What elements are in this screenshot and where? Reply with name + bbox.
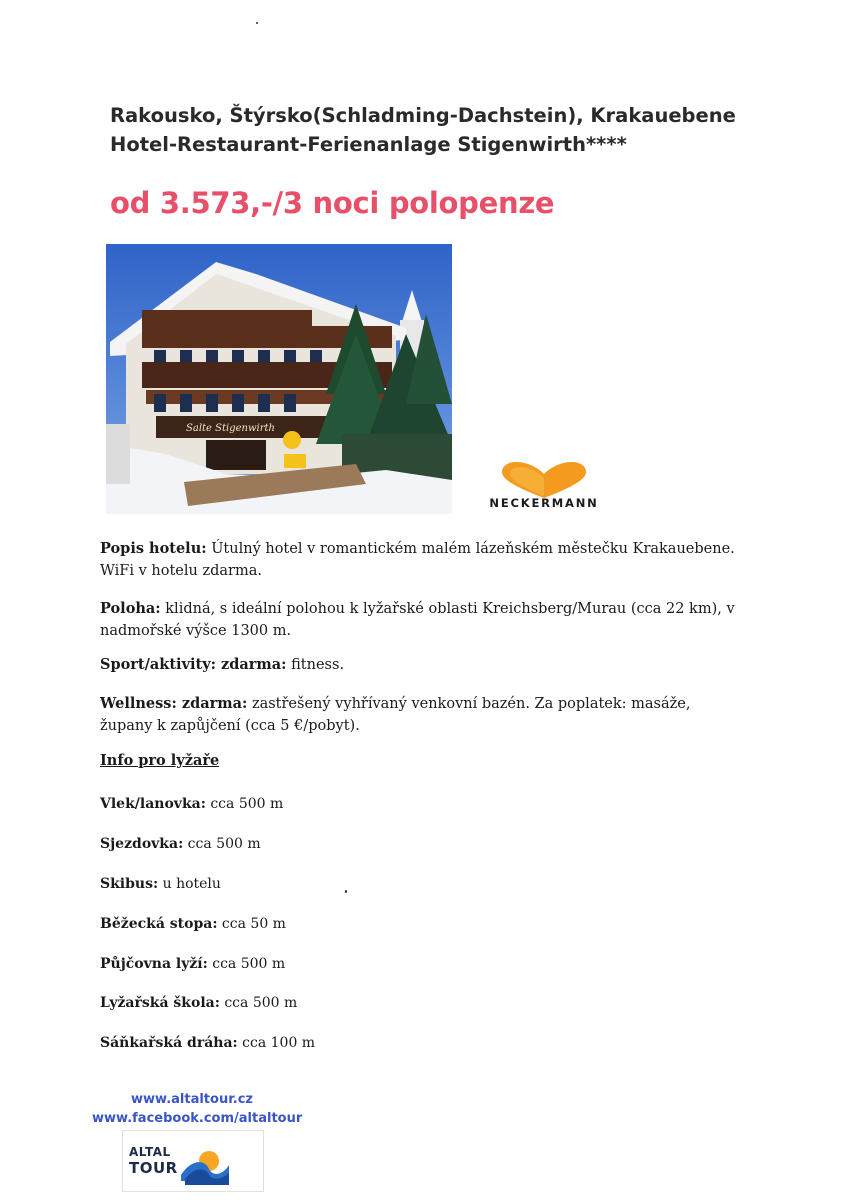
ski-row-label: Sjezdovka: [100, 836, 184, 852]
neckermann-logo [468, 462, 620, 518]
hotel-name: Hotel-Restaurant-Ferienanlage Stigenwirth**** [110, 133, 627, 156]
section-wellness [100, 693, 740, 737]
ski-row-label: Lyžařská škola: [100, 995, 220, 1011]
ski-row-value: cca 500 m [219, 995, 298, 1011]
section-description [100, 538, 740, 582]
section-location [100, 598, 740, 642]
scan-speck [345, 890, 347, 893]
ski-row-value: cca 500 m [183, 836, 261, 852]
contact-links [92, 1090, 303, 1128]
ski-row [100, 1035, 315, 1051]
ski-row-label: Skibus: [100, 876, 159, 892]
price-heading: od 3.573,-/3 noci polopenze [110, 186, 555, 220]
section-sport [100, 654, 740, 676]
scan-speck [256, 22, 258, 24]
ski-row [100, 836, 261, 852]
ski-row-value: cca 100 m [237, 1035, 316, 1051]
ski-row [100, 995, 297, 1011]
heart-icon [498, 462, 590, 500]
section-text: klidná, s ideální polohou k lyžařské oblasti Kreichsberg/Murau (cca 22 km), v nadmořské výšce 1300 m. [100, 601, 735, 639]
destination-title: Rakousko, Štýrsko(Schladming-Dachstein), Krakauebene [110, 104, 736, 127]
brand-name: NECKERMANN [489, 496, 599, 510]
ski-row-value: cca 50 m [217, 916, 286, 932]
altal-tour-logo [122, 1130, 264, 1192]
ski-row-label: Běžecká stopa: [100, 916, 218, 932]
ski-row [100, 916, 286, 932]
logo-line1: ALTAL [129, 1145, 171, 1159]
section-label: Popis hotelu: [100, 540, 207, 557]
ski-row-label: Sáňkařská dráha: [100, 1035, 238, 1051]
section-text: zastřešený vyhřívaný venkovní bazén. Za poplatek: masáže, župany k zapůjčení (cca 5 €/pobyt). [100, 696, 691, 734]
ski-row-value: u hotelu [158, 876, 221, 892]
section-text: Útulný hotel v romantickém malém lázeňském městečku Krakauebene. WiFi v hotelu zdarma. [100, 541, 735, 579]
ski-row [100, 876, 221, 892]
wave-icon [179, 1145, 231, 1185]
ski-row-label: Půjčovna lyží: [100, 956, 208, 972]
hotel-photo [106, 244, 452, 514]
section-label: Sport/aktivity: zdarma: [100, 656, 287, 673]
section-label: Poloha: [100, 600, 161, 617]
section-text: fitness. [286, 657, 345, 673]
ski-row-label: Vlek/lanovka: [100, 796, 206, 812]
logo-line2: TOUR [129, 1159, 178, 1177]
ski-row [100, 796, 283, 812]
ski-info-heading: Info pro lyžaře [100, 752, 220, 769]
ski-row-value: cca 500 m [207, 956, 286, 972]
section-label: Wellness: zdarma: [100, 695, 248, 712]
website-link[interactable]: www.altaltour.cz [131, 1092, 253, 1107]
photo-sign-text: Salte Stigenwirth [186, 423, 275, 434]
ski-row-value: cca 500 m [205, 796, 284, 812]
facebook-link[interactable]: www.facebook.com/altaltour [92, 1111, 303, 1126]
ski-row [100, 956, 285, 972]
